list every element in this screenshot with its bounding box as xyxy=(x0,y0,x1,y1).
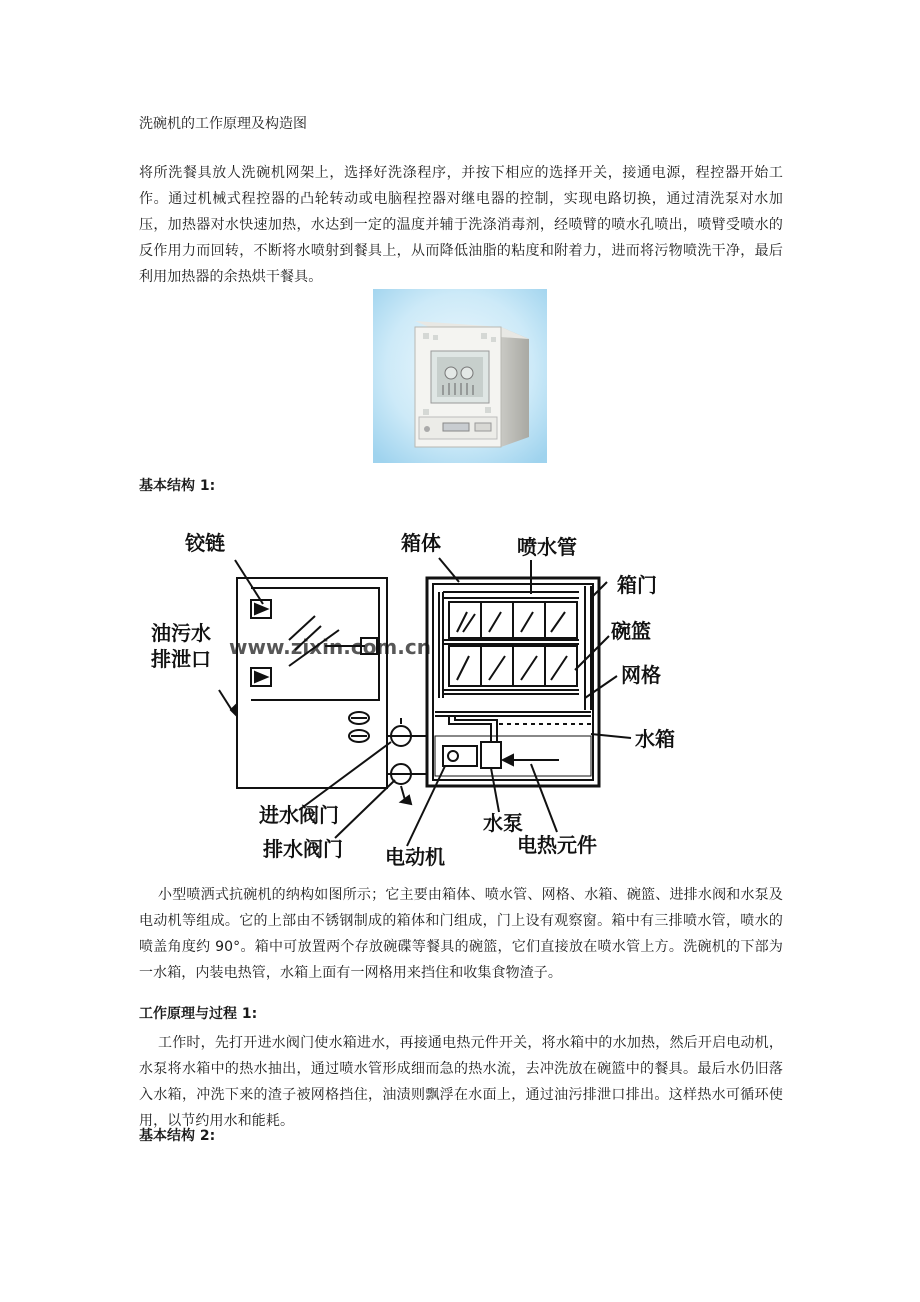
label-cabinet: 箱体 xyxy=(401,531,441,555)
label-drain-line1: 油污水 xyxy=(151,621,211,645)
watermark-text: www.zixin.com.cn xyxy=(229,635,431,659)
label-hinge: 铰链 xyxy=(185,531,225,555)
label-drain-line2: 排泄口 xyxy=(151,647,211,671)
label-grid: 网格 xyxy=(621,663,661,687)
section-heading-process: 工作原理与过程 1: xyxy=(139,1006,258,1022)
label-outlet-valve: 排水阀门 xyxy=(263,837,343,861)
intro-paragraph: 将所洗餐具放人洗碗机网架上，选择好洗涤程序，并按下相应的选择开关，接通电源，程控器开始工作。通过机械式程控器的凸轮转动或电脑程控器对继电器的控制，实现电路切换，通过清洗泵对水加压，加热器对水快速加热，水达到一定的温度并辅于洗涤消毒剂，经喷臂的喷水孔喷出，喷臂受喷水的反作用力而回转，不断将水喷射到餐具上，从而降低油脂的粘度和附着力，进而将污物喷洗干净，最后利用加热器的余热烘干餐具。 xyxy=(139,165,783,285)
process-paragraph: 工作时，先打开进水阀门使水箱进水，再接通电热元件开关，将水箱中的水加热，然后开启电动机，水泵将水箱中的热水抽出，通过喷水管形成细而急的热水流，去冲洗放在碗篮中的餐具。最后水仍旧落入水箱，冲洗下来的渣子被网格挡住，油渍则飘浮在水面上，通过油污排泄口排出。这样热水可循环使用，以节约用水和能耗。 xyxy=(139,1035,783,1129)
section-heading-structure-1: 基本结构 1: xyxy=(139,478,216,494)
dishwasher-illustration xyxy=(373,289,547,463)
structure-diagram xyxy=(139,520,699,870)
label-motor: 电动机 xyxy=(385,845,445,869)
label-door: 箱门 xyxy=(617,573,657,597)
section-heading-structure-2: 基本结构 2: xyxy=(139,1128,216,1144)
label-inlet-valve: 进水阀门 xyxy=(259,803,339,827)
label-pump: 水泵 xyxy=(483,811,523,835)
page-title: 洗碗机的工作原理及构造图 xyxy=(139,116,307,132)
structure-paragraph: 小型喷洒式抗碗机的纳构如图所示；它主要由箱体、喷水管、网格、水箱、碗篮、进排水阀和水泵及电动机等组成。它的上部由不锈钢制成的箱体和门组成，门上设有观察窗。箱中有三排喷水管，喷水的喷盖角度约 90°。箱中可放置两个存放碗碟等餐具的碗篮，它们直接放在喷水管上方。洗碗机的下部为一水箱，内装电热管，水箱上面有一网格用来挡住和收集食物渣子。 xyxy=(139,887,783,981)
dishwasher-structure-diagram xyxy=(139,520,699,870)
label-basket: 碗篮 xyxy=(611,619,651,643)
dishwasher-photo xyxy=(373,289,547,463)
label-heater: 电热元件 xyxy=(517,833,597,857)
label-water-tank: 水箱 xyxy=(635,727,675,751)
label-spray-pipe: 喷水管 xyxy=(517,535,577,559)
